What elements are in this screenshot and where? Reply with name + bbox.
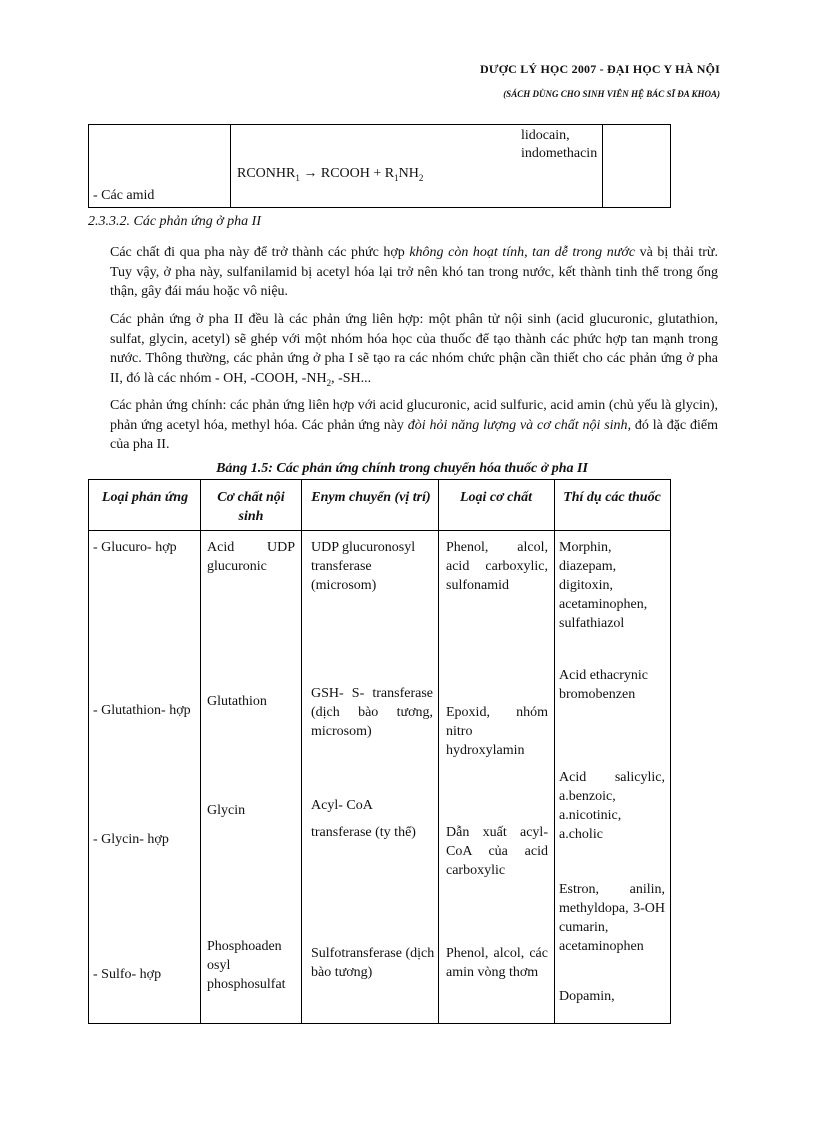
glutathion-type: - Glutathion- hợp	[93, 703, 191, 718]
glycin-examples: Acid salicylic, a.benzoic, a.nicotinic, a.cholic	[559, 770, 665, 842]
sulfo-substrate: Phosphoaden osyl phosphosulfat	[207, 939, 286, 992]
top-table-example-2: indomethacin	[521, 146, 598, 161]
sulfo-type: - Sulfo- hợp	[93, 967, 162, 982]
col-divider	[438, 480, 439, 1023]
paragraph-1: Các chất đi qua pha này để trở thành các phức hợp không còn hoạt tính, tan dễ trong nước và bị thải trừ. Tuy vậy, ở pha này, sulfanilamid bị acetyl hóa lại trở nên khó tan trong nước, kết thành tinh thể trong ống thận, gây đái máu hoặc vô niệu.	[110, 245, 719, 299]
glutathion-class: Epoxid, nhóm nitro hydroxylamin	[446, 705, 548, 758]
glutathion-enzyme: GSH- S- transferase (dịch bào tương, microsom)	[311, 686, 433, 739]
col-divider	[301, 480, 302, 1023]
col-header-type: Loại phản ứng	[101, 490, 189, 505]
sulfo-examples: Estron, anilin, methyldopa, 3-OH cumarin, acetaminophen	[559, 882, 665, 954]
header-divider	[89, 530, 670, 531]
table-caption: Bảng 1.5: Các phản ứng chính trong chuyển hóa thuốc ở pha II	[216, 461, 588, 476]
sulfo-examples-extra: Dopamin,	[559, 989, 615, 1004]
glycin-class: Dẫn xuất acyl- CoA của acid carboxylic	[446, 825, 548, 878]
section-heading: 2.3.3.2. Các phản ứng ở pha II	[88, 214, 261, 229]
sulfo-class: Phenol, alcol, các amin vòng thơm	[446, 946, 548, 980]
glucuro-examples: Morphin, diazepam, digitoxin, acetaminophen, sulfathiazol	[559, 540, 648, 631]
header-title: DƯỢC LÝ HỌC 2007 - ĐẠI HỌC Y HÀ NỘI	[480, 62, 720, 76]
paragraph-2: Các phản ứng ở pha II đều là các phản ứng liên hợp: một phân tử nội sinh (acid glucuronic, glutathion, sulfat, glycin, acetyl) sẽ ghép với một nhóm hóa học của thuốc để tạo thành các phức hợp tan mạnh trong nước. Thông thường, các phản ứng ở pha I sẽ tạo ra các nhóm chức phận cần thiết cho các phản ứng ở pha II, đó là các nhóm - OH, -COOH, $-NH_2$, -SH...	[110, 312, 718, 388]
sulfo-enzyme: Sulfotransferase (dịch bào tương)	[311, 946, 435, 980]
glycin-type: - Glycin- hợp	[93, 832, 169, 847]
glycin-enzyme-1: Acyl- CoA	[311, 798, 373, 813]
glucuro-substrate: Acid UDP glucuronic	[207, 540, 295, 574]
reaction-equation: $RCONHR_1$ → RCOOH + $R_1NH_2$	[237, 166, 424, 183]
top-table-example-1: lidocain,	[521, 128, 570, 143]
phase2-table	[88, 479, 671, 1024]
header-subtitle: (SÁCH DÙNG CHO SINH VIÊN HỆ BÁC SĨ ĐA KHOA)	[503, 89, 720, 99]
col-divider	[200, 480, 201, 1023]
col-divider	[554, 480, 555, 1023]
paragraph-3: Các phản ứng chính: các phản ứng liên hợp với acid glucuronic, acid sulfuric, acid amin (chủ yếu là glycin), phản ứng acetyl hóa, methyl hóa. Các phản ứng này đòi hỏi năng lượng và cơ chất nội sinh, đó là đặc điểm của pha II.	[110, 398, 718, 452]
col-header-enzyme: Enym chuyển (vị trí)	[311, 490, 431, 505]
col-header-substrate: Cơ chất nội sinh	[217, 490, 285, 524]
top-table-row-label: - Các amid	[93, 188, 155, 203]
col-header-examples: Thí dụ các thuốc	[563, 490, 661, 505]
top-table-label-cell	[89, 125, 231, 207]
glucuro-type: - Glucuro- hợp	[93, 540, 177, 555]
col-header-class: Loại cơ chất	[459, 490, 533, 505]
glucuro-enzyme: UDP glucuronosyl transferase (microsom)	[311, 540, 416, 593]
glycin-substrate: Glycin	[207, 803, 246, 818]
top-table	[88, 124, 671, 208]
glycin-enzyme-2: transferase (ty thể)	[311, 825, 416, 840]
glutathion-examples: Acid ethacrynic bromobenzen	[559, 668, 649, 702]
glutathion-substrate: Glutathion	[207, 694, 267, 709]
glucuro-class: Phenol, alcol, acid carboxylic, sulfonamid	[446, 540, 548, 593]
